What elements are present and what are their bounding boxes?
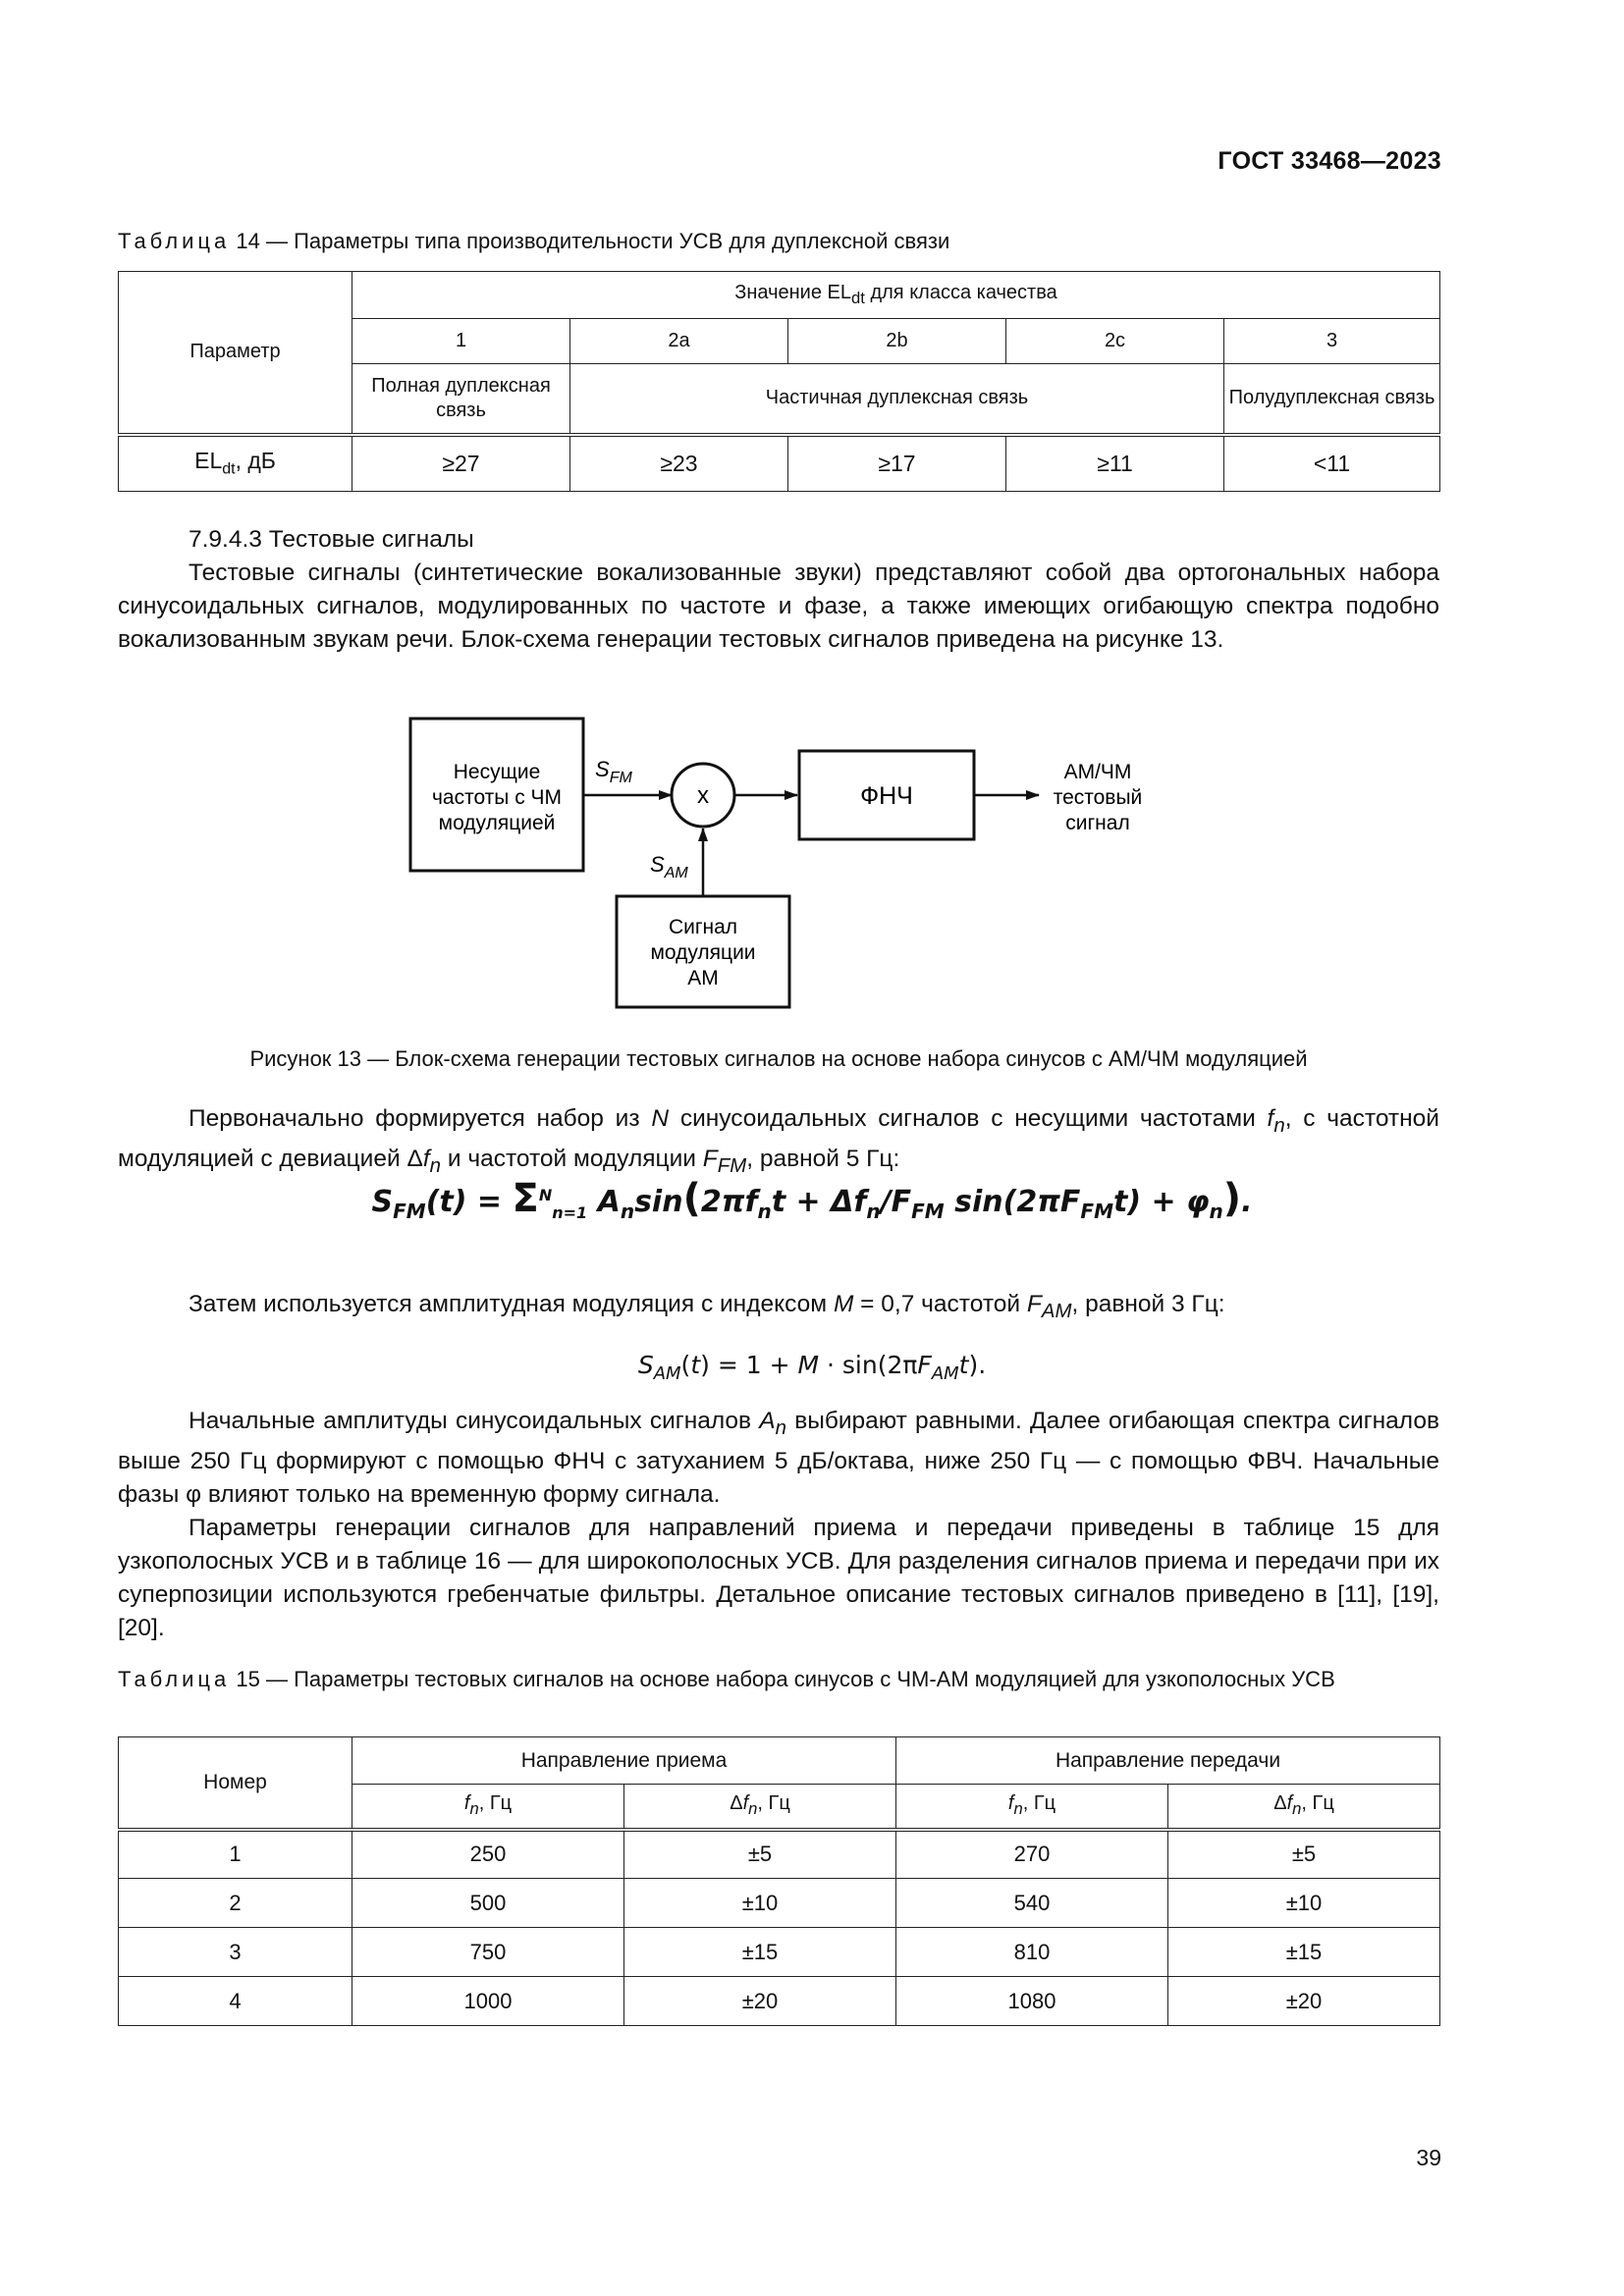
section-heading: 7.9.4.3 Тестовые сигналы	[189, 526, 474, 553]
table15-row: 4 1000 ±20 1080 ±20	[119, 1977, 1440, 2026]
table14-cell: ≥17	[788, 435, 1006, 492]
paragraph-generation: Параметры генерации сигналов для направлений приема и передачи приведены в таблице 15 для узкополосных УСВ и в таблице 16 — для широкополосных УСВ. Для разделения сигналов приема и передачи при их суперпозиции используются гребенчатые фильтры. Детальное описание тестовых сигналов приведено в [11], [19], [20].	[118, 1514, 1439, 1641]
table14-type: Полная дуплексная связь	[352, 364, 570, 435]
table15-rx-header: Направление приема	[352, 1737, 896, 1785]
table15-tx-header: Направление передачи	[896, 1737, 1440, 1785]
table14-value-header: Значение $EL_{dt}$ для класса качества	[352, 272, 1440, 319]
paragraph-am: Затем используется амплитудная модуляция с индексом M = 0,7 частотой $F_{AM}$, равной 3 Гц:	[189, 1291, 1225, 1322]
table15-df-header: $\Delta f_n$, Гц	[1168, 1785, 1440, 1830]
document-code: ГОСТ 33468—2023	[1218, 147, 1441, 175]
output-line: сигнал	[1065, 812, 1130, 834]
am-box-line: Сигнал	[668, 916, 738, 938]
formula-sam: $S_{AM}(t) = 1 + M \cdot \sin(2\pi F_{AM}t)$.	[637, 1351, 987, 1384]
am-box-line: АМ	[687, 967, 719, 989]
carrier-box-line: модуляцией	[438, 812, 556, 834]
table14	[118, 271, 1440, 492]
label-sam: $S_{AM}$	[650, 852, 688, 881]
lpf-label: ФНЧ	[860, 782, 913, 810]
output-line: АМ/ЧМ	[1063, 761, 1132, 783]
table15-f-header: $f_n$, Гц	[352, 1785, 624, 1830]
table14-class: 1	[352, 319, 570, 364]
table14-cell: ≥11	[1006, 435, 1224, 492]
table15-num-header: Номер	[119, 1737, 352, 1830]
table14-caption	[118, 229, 949, 254]
table14-class: 3	[1224, 319, 1440, 364]
table14-class: 2b	[788, 319, 1006, 364]
table14-cell: <11	[1224, 435, 1440, 492]
figure13-diagram	[393, 702, 1198, 1016]
table15-caption-text: 15 — Параметры тестовых сигналов на основе набора синусов с ЧМ-АМ модуляцией для узкополосных УСВ	[236, 1667, 1335, 1691]
table15-row: 2 500 ±10 540 ±10	[119, 1879, 1440, 1928]
page-number: 39	[1416, 2145, 1441, 2170]
table14-cell: ≥23	[570, 435, 788, 492]
table15-row: 1 250 ±5 270 ±5	[119, 1830, 1440, 1879]
table15-caption	[118, 1665, 1439, 1694]
section-text	[118, 523, 1439, 657]
table14-row	[119, 435, 1440, 492]
section-paragraph: Тестовые сигналы (синтетические вокализованные звуки) представляют собой два ортогональных набора синусоидальных сигналов, модулированных по частоте и фазе, а также имеющих огибающую спектра подобно вокализованным звукам речи. Блок-схема генерации тестовых сигналов приведена на рисунке 13.	[118, 560, 1439, 653]
table15-f-header: $f_n$, Гц	[896, 1785, 1168, 1830]
table14-class: 2a	[570, 319, 788, 364]
am-box-line: модуляции	[650, 941, 756, 964]
table14-caption-text: 14 — Параметры типа производительности УСВ для дуплексной связи	[236, 229, 950, 253]
carrier-box-line: частоты с ЧМ	[431, 786, 563, 809]
paragraph-amplitudes: Начальные амплитуды синусоидальных сигналов $A_n$ выбирают равными. Далее огибающая спектра сигналов выше 250 Гц формируют с помощью ФНЧ с затуханием 5 дБ/октава, ниже 250 Гц — с помощью ФВЧ. Начальные фазы φ влияют только на временную форму сигнала. Параметры генерации сигналов для направлений приема и передачи приведены в таблице 15 для узкополосных УСВ и в таблице 16 — для широкополосных УСВ. Для разделения сигналов приема и передачи при их суперпозиции используются гребенчатые фильтры. Детальное описание тестовых сигналов приведено в [11], [19], [20].	[118, 1405, 1439, 1645]
figure13-caption: Рисунок 13 — Блок-схема генерации тестовых сигналов на основе набора синусов с АМ/ЧМ модуляцией	[249, 1046, 1308, 1071]
table15	[118, 1736, 1440, 2026]
table14-type: Полудуплексная связь	[1224, 364, 1440, 435]
table15-df-header: $\Delta f_n$, Гц	[624, 1785, 896, 1830]
table14-row-label: $EL_{dt}$, дБ	[119, 435, 352, 492]
table14-type: Частичная дуплексная связь	[570, 364, 1224, 435]
carrier-box-line: Несущие	[453, 761, 541, 783]
table14-param-header: Параметр	[119, 272, 352, 435]
table15-caption-word: Таблица	[118, 1667, 231, 1691]
paragraph-fm: Первоначально формируется набор из N синусоидальных сигналов с несущими частотами $f_n$, с частотной модуляцией с девиацией $\Delta f_n$ и частотой модуляции $F_{FM}$, равной 5 Гц:	[118, 1105, 1439, 1177]
output-line: тестовый	[1053, 786, 1143, 809]
table14-cell: ≥27	[352, 435, 570, 492]
label-sfm: $S_{FM}$	[595, 757, 632, 786]
table14-caption-word: Таблица	[118, 229, 231, 253]
multiplier-label: x	[697, 782, 709, 809]
formula-sfm: $S_{FM}(t) = \Sigma^N_{n=1}$ $A_n\sin(2\pi f_nt + \Delta f_n/F_{FM}$ $\sin(2\pi F_{FM}t) + \varphi_n$).	[371, 1176, 1253, 1223]
table15-row: 3 750 ±15 810 ±15	[119, 1928, 1440, 1977]
table14-class: 2c	[1006, 319, 1224, 364]
